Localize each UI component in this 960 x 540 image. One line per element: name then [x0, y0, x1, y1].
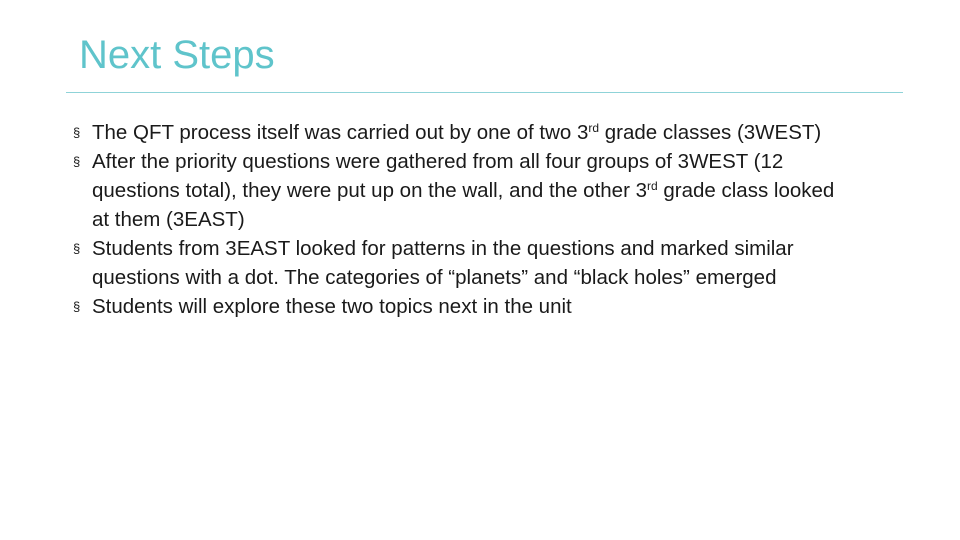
bullet-item-2: [73, 147, 853, 234]
ordinal-suffix: rd: [647, 179, 658, 193]
bullet-text: After the priority questions were gathered from all four groups of 3WEST (12 questions total), they were put up on the wall, and the other 3: [92, 150, 784, 202]
bullet-marker-icon: §: [73, 299, 81, 314]
bullet-text: The QFT process itself was carried out by one of two 3: [92, 121, 589, 144]
bullet-item-4: [73, 292, 853, 321]
bullet-text: Students will explore these two topics next in the unit: [92, 295, 572, 318]
slide-title: Next Steps: [79, 33, 275, 77]
bullet-item-1: [73, 118, 853, 147]
bullet-list: [73, 118, 853, 321]
bullet-text: grade class looked at them (3EAST): [92, 179, 835, 231]
bullet-text: grade classes (3WEST): [599, 121, 822, 144]
ordinal-suffix: rd: [588, 121, 600, 135]
bullet-item-3: [73, 234, 853, 292]
title-divider: [66, 92, 903, 93]
bullet-marker-icon: §: [73, 241, 81, 256]
bullet-text: Students from 3EAST looked for patterns in the questions and marked similar questions with a dot. The categories of “planets” and “black holes” emerged: [92, 237, 794, 289]
bullet-marker-icon: §: [73, 125, 81, 140]
bullet-marker-icon: §: [73, 154, 81, 169]
